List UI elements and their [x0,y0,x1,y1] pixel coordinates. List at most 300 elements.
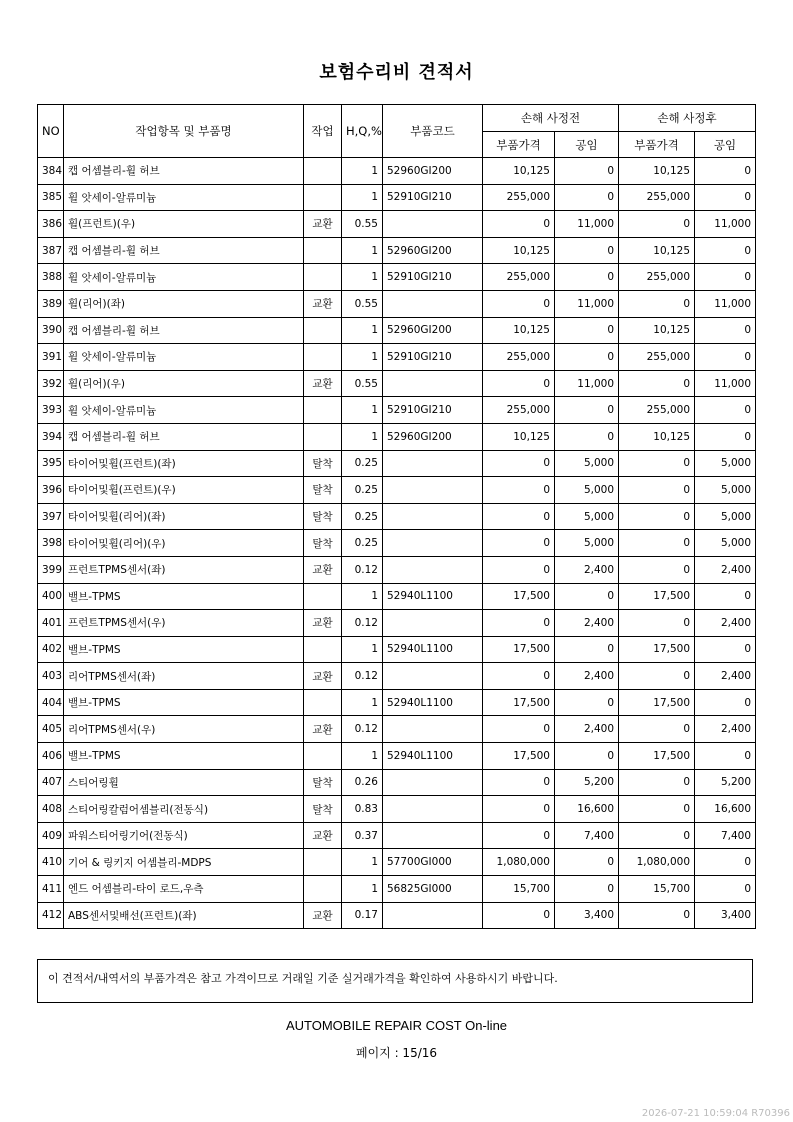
cell-labor-after: 5,200 [695,769,756,796]
cell-labor-before: 7,400 [555,822,619,849]
cell-item-name: 리어TPMS센서(좌) [64,663,304,690]
cell-labor-before: 2,400 [555,610,619,637]
cell-part-price-after: 0 [619,450,695,477]
cell-part-code [383,450,483,477]
cell-hq: 0.12 [342,556,383,583]
cell-hq: 0.17 [342,902,383,929]
cell-no: 411 [38,876,64,903]
cell-work [304,184,342,211]
cell-work: 탈착 [304,477,342,504]
cell-labor-after: 2,400 [695,556,756,583]
cell-labor-before: 0 [555,876,619,903]
cell-labor-after: 0 [695,689,756,716]
cell-labor-before: 11,000 [555,370,619,397]
cell-no: 406 [38,743,64,770]
cell-part-price-before: 255,000 [483,397,555,424]
cell-part-price-before: 0 [483,370,555,397]
cell-work: 교환 [304,902,342,929]
cell-labor-before: 5,000 [555,503,619,530]
cell-hq: 1 [342,158,383,185]
cell-hq: 0.25 [342,450,383,477]
cell-item-name: 캡 어셈블리-휠 허브 [64,158,304,185]
cell-labor-before: 0 [555,264,619,291]
cell-part-price-before: 255,000 [483,184,555,211]
cell-item-name: 엔드 어셈블리-타이 로드,우측 [64,876,304,903]
cell-hq: 1 [342,583,383,610]
cell-item-name: 캡 어셈블리-휠 허브 [64,237,304,264]
cell-part-price-before: 10,125 [483,237,555,264]
cell-part-price-before: 1,080,000 [483,849,555,876]
cell-part-price-after: 0 [619,477,695,504]
cell-item-name: 밸브-TPMS [64,689,304,716]
cell-labor-after: 0 [695,237,756,264]
cell-part-code [383,211,483,238]
cell-no: 405 [38,716,64,743]
cell-part-code [383,503,483,530]
cell-labor-before: 5,000 [555,450,619,477]
cell-part-price-after: 0 [619,716,695,743]
header-part-price-after: 부품가격 [619,132,695,158]
cell-work: 교환 [304,370,342,397]
cell-hq: 1 [342,689,383,716]
cell-work: 탈착 [304,769,342,796]
cell-part-price-after: 0 [619,556,695,583]
cell-part-price-after: 255,000 [619,184,695,211]
cell-labor-before: 0 [555,317,619,344]
cell-no: 408 [38,796,64,823]
table-row [38,556,756,583]
cell-labor-after: 0 [695,184,756,211]
cell-no: 388 [38,264,64,291]
cell-no: 410 [38,849,64,876]
cell-labor-after: 2,400 [695,716,756,743]
cell-hq: 0.12 [342,716,383,743]
cell-part-price-before: 0 [483,503,555,530]
header-part-price-before: 부품가격 [483,132,555,158]
cell-item-name: 휠 앗세이-알류미늄 [64,264,304,291]
cell-work [304,397,342,424]
cell-part-price-after: 0 [619,663,695,690]
cell-labor-after: 0 [695,397,756,424]
cell-labor-after: 0 [695,636,756,663]
document-title: 보험수리비 견적서 [319,62,474,83]
cell-item-name: 휠(리어)(좌) [64,290,304,317]
cell-part-code: 52960GI200 [383,423,483,450]
cell-part-code: 52910GI210 [383,397,483,424]
cell-part-price-after: 0 [619,290,695,317]
cell-work [304,317,342,344]
cell-part-price-after: 1,080,000 [619,849,695,876]
header-no: NO [38,105,64,158]
cell-part-code [383,663,483,690]
cell-labor-after: 0 [695,158,756,185]
cell-hq: 1 [342,344,383,371]
cell-labor-before: 0 [555,583,619,610]
cell-hq: 0.25 [342,530,383,557]
cell-work [304,743,342,770]
cell-labor-after: 5,000 [695,477,756,504]
cell-no: 386 [38,211,64,238]
cell-labor-after: 0 [695,583,756,610]
cell-item-name: 타이어및휠(리어)(좌) [64,503,304,530]
header-labor-before: 공임 [555,132,619,158]
cell-part-code: 56825GI000 [383,876,483,903]
cell-work: 탈착 [304,450,342,477]
cell-part-price-after: 10,125 [619,317,695,344]
cell-part-price-before: 255,000 [483,344,555,371]
cell-part-price-before: 17,500 [483,636,555,663]
cell-item-name: 스티어링휠 [64,769,304,796]
cell-labor-before: 0 [555,344,619,371]
cell-hq: 0.55 [342,370,383,397]
cell-part-price-after: 0 [619,902,695,929]
cell-item-name: 밸브-TPMS [64,636,304,663]
table-row [38,663,756,690]
cell-part-code [383,796,483,823]
cell-part-price-before: 17,500 [483,743,555,770]
cell-hq: 1 [342,237,383,264]
header-before: 손해 사정전 [483,105,619,132]
cell-hq: 0.25 [342,477,383,504]
cell-part-price-before: 0 [483,822,555,849]
cell-labor-after: 11,000 [695,211,756,238]
table-row [38,503,756,530]
cell-labor-before: 0 [555,636,619,663]
cell-part-code [383,822,483,849]
cell-work [304,423,342,450]
cell-labor-after: 5,000 [695,530,756,557]
header-code: 부품코드 [383,105,483,158]
cell-work [304,849,342,876]
cell-part-price-before: 0 [483,769,555,796]
cell-part-code: 52940L1100 [383,583,483,610]
cell-work: 교환 [304,610,342,637]
cell-no: 407 [38,769,64,796]
cell-labor-before: 11,000 [555,211,619,238]
cell-item-name: 휠 앗세이-알류미늄 [64,344,304,371]
table-row [38,583,756,610]
cell-part-code: 52940L1100 [383,689,483,716]
cell-part-price-before: 15,700 [483,876,555,903]
cell-part-code [383,477,483,504]
cell-no: 399 [38,556,64,583]
cell-item-name: 휠(리어)(우) [64,370,304,397]
table-row [38,477,756,504]
cell-hq: 1 [342,876,383,903]
header-hq: H,Q,% [342,105,383,158]
cell-part-price-after: 0 [619,822,695,849]
cell-item-name: 휠 앗세이-알류미늄 [64,397,304,424]
cell-part-price-before: 10,125 [483,317,555,344]
cell-item-name: 휠(프런트)(우) [64,211,304,238]
cell-labor-after: 2,400 [695,663,756,690]
footer-brand: AUTOMOBILE REPAIR COST On-line [285,1018,508,1033]
cell-part-price-after: 10,125 [619,237,695,264]
cell-part-code: 57700GI000 [383,849,483,876]
cell-part-code: 52940L1100 [383,743,483,770]
cell-hq: 0.12 [342,610,383,637]
cell-item-name: 기어 & 링키지 어셈블리-MDPS [64,849,304,876]
cell-labor-before: 2,400 [555,556,619,583]
cell-no: 412 [38,902,64,929]
cell-no: 393 [38,397,64,424]
cell-part-price-after: 17,500 [619,689,695,716]
cell-part-price-after: 255,000 [619,397,695,424]
cell-labor-after: 0 [695,317,756,344]
table-row [38,769,756,796]
cell-item-name: 밸브-TPMS [64,583,304,610]
cell-part-price-after: 255,000 [619,264,695,291]
cell-part-price-after: 0 [619,769,695,796]
cell-part-price-before: 0 [483,450,555,477]
cell-part-price-after: 0 [619,610,695,637]
cell-part-code: 52960GI200 [383,317,483,344]
estimate-table [37,104,756,929]
cell-hq: 1 [342,184,383,211]
cell-part-price-after: 0 [619,530,695,557]
cell-labor-after: 2,400 [695,610,756,637]
cell-part-code: 52960GI200 [383,158,483,185]
cell-part-price-before: 17,500 [483,689,555,716]
cell-item-name: 휠 앗세이-알류미늄 [64,184,304,211]
cell-work [304,237,342,264]
cell-labor-before: 0 [555,237,619,264]
table-row [38,796,756,823]
cell-no: 385 [38,184,64,211]
cell-labor-after: 0 [695,876,756,903]
cell-labor-after: 0 [695,743,756,770]
cell-labor-before: 0 [555,689,619,716]
cell-part-code: 52910GI210 [383,344,483,371]
cell-part-price-before: 17,500 [483,583,555,610]
cell-labor-after: 11,000 [695,370,756,397]
cell-labor-after: 7,400 [695,822,756,849]
table-row [38,344,756,371]
cell-part-price-before: 0 [483,610,555,637]
cell-work: 교환 [304,290,342,317]
cell-labor-after: 5,000 [695,503,756,530]
cell-labor-after: 5,000 [695,450,756,477]
cell-no: 402 [38,636,64,663]
cell-part-price-before: 255,000 [483,264,555,291]
table-row [38,636,756,663]
cell-labor-before: 0 [555,849,619,876]
cell-labor-after: 11,000 [695,290,756,317]
cell-no: 404 [38,689,64,716]
table-row [38,822,756,849]
cell-part-price-after: 15,700 [619,876,695,903]
cell-labor-before: 2,400 [555,716,619,743]
table-row [38,423,756,450]
cell-item-name: 스티어링칼럼어셈블리(전동식) [64,796,304,823]
cell-part-price-before: 0 [483,663,555,690]
cell-hq: 0.55 [342,211,383,238]
cell-hq: 0.55 [342,290,383,317]
cell-work [304,689,342,716]
cell-work [304,158,342,185]
cell-labor-before: 0 [555,423,619,450]
cell-labor-after: 0 [695,344,756,371]
cell-part-price-before: 0 [483,530,555,557]
estimate-rows [38,158,756,929]
cell-labor-before: 11,000 [555,290,619,317]
header-labor-after: 공임 [695,132,756,158]
cell-hq: 1 [342,423,383,450]
cell-part-price-after: 17,500 [619,583,695,610]
table-row [38,849,756,876]
cell-part-price-after: 255,000 [619,344,695,371]
header-work: 작업 [304,105,342,158]
cell-part-price-before: 0 [483,556,555,583]
cell-work [304,344,342,371]
cell-part-code: 52940L1100 [383,636,483,663]
cell-part-price-after: 10,125 [619,423,695,450]
table-row [38,610,756,637]
cell-labor-after: 16,600 [695,796,756,823]
cell-part-price-after: 0 [619,370,695,397]
cell-item-name: 캡 어셈블리-휠 허브 [64,317,304,344]
cell-labor-before: 0 [555,158,619,185]
cell-work [304,264,342,291]
cell-item-name: ABS센서및배선(프런트)(좌) [64,902,304,929]
table-row [38,876,756,903]
cell-part-price-after: 17,500 [619,743,695,770]
cell-work: 교환 [304,716,342,743]
table-row [38,184,756,211]
cell-part-price-before: 0 [483,290,555,317]
cell-hq: 1 [342,636,383,663]
cell-hq: 0.25 [342,503,383,530]
print-stamp: 2026-07-21 10:59:04 R70396 [641,1108,790,1119]
cell-labor-before: 5,000 [555,530,619,557]
cell-work: 탈착 [304,530,342,557]
cell-part-code: 52960GI200 [383,237,483,264]
cell-item-name: 타이어및휠(프런트)(좌) [64,450,304,477]
cell-part-code: 52910GI210 [383,184,483,211]
cell-no: 384 [38,158,64,185]
cell-work: 교환 [304,663,342,690]
cell-part-price-before: 10,125 [483,158,555,185]
table-row [38,317,756,344]
cell-labor-before: 16,600 [555,796,619,823]
cell-no: 395 [38,450,64,477]
cell-item-name: 리어TPMS센서(우) [64,716,304,743]
cell-labor-before: 0 [555,743,619,770]
table-row [38,743,756,770]
table-row [38,237,756,264]
cell-labor-before: 5,000 [555,477,619,504]
cell-item-name: 프런트TPMS센서(좌) [64,556,304,583]
table-row [38,716,756,743]
cell-part-price-before: 0 [483,716,555,743]
table-row [38,902,756,929]
notice-text: 이 견적서/내역서의 부품가격은 참고 가격이므로 거래일 기준 실거래가격을 확인하여 사용하시기 바랍니다. [48,972,558,985]
cell-work [304,636,342,663]
table-row [38,158,756,185]
cell-part-code [383,290,483,317]
cell-no: 396 [38,477,64,504]
cell-labor-before: 3,400 [555,902,619,929]
cell-part-price-after: 0 [619,211,695,238]
cell-hq: 1 [342,849,383,876]
cell-no: 394 [38,423,64,450]
cell-hq: 0.37 [342,822,383,849]
cell-work: 교환 [304,211,342,238]
cell-no: 400 [38,583,64,610]
cell-no: 392 [38,370,64,397]
cell-hq: 1 [342,264,383,291]
cell-part-price-after: 0 [619,503,695,530]
cell-no: 391 [38,344,64,371]
cell-labor-before: 0 [555,184,619,211]
cell-hq: 1 [342,743,383,770]
cell-part-price-before: 0 [483,477,555,504]
page-number: 페이지 : 15/16 [355,1046,438,1060]
cell-labor-after: 0 [695,849,756,876]
table-row [38,689,756,716]
cell-hq: 1 [342,317,383,344]
cell-part-code [383,530,483,557]
cell-labor-before: 0 [555,397,619,424]
cell-item-name: 캡 어셈블리-휠 허브 [64,423,304,450]
cell-hq: 1 [342,397,383,424]
cell-work: 탈착 [304,796,342,823]
cell-part-code [383,769,483,796]
cell-no: 389 [38,290,64,317]
cell-labor-before: 2,400 [555,663,619,690]
cell-part-code [383,556,483,583]
table-row [38,370,756,397]
cell-part-code: 52910GI210 [383,264,483,291]
cell-work [304,876,342,903]
cell-item-name: 타이어및휠(프런트)(우) [64,477,304,504]
header-after: 손해 사정후 [619,105,756,132]
table-row [38,264,756,291]
notice-box [37,959,753,1003]
table-row [38,397,756,424]
cell-no: 401 [38,610,64,637]
table-row [38,290,756,317]
cell-part-price-after: 10,125 [619,158,695,185]
cell-hq: 0.26 [342,769,383,796]
cell-item-name: 프런트TPMS센서(우) [64,610,304,637]
cell-no: 387 [38,237,64,264]
cell-no: 397 [38,503,64,530]
cell-item-name: 밸브-TPMS [64,743,304,770]
cell-work: 교환 [304,556,342,583]
cell-no: 403 [38,663,64,690]
cell-part-price-after: 0 [619,796,695,823]
cell-part-code [383,610,483,637]
cell-part-price-before: 0 [483,902,555,929]
cell-hq: 0.12 [342,663,383,690]
cell-work: 교환 [304,822,342,849]
header-item: 작업항목 및 부품명 [64,105,304,158]
cell-labor-after: 0 [695,423,756,450]
cell-work: 탈착 [304,503,342,530]
cell-part-code [383,902,483,929]
cell-no: 398 [38,530,64,557]
cell-part-price-before: 0 [483,211,555,238]
table-row [38,211,756,238]
cell-part-price-before: 0 [483,796,555,823]
cell-part-code [383,716,483,743]
cell-work [304,583,342,610]
cell-item-name: 파워스티어링기어(전동식) [64,822,304,849]
cell-no: 390 [38,317,64,344]
cell-labor-after: 3,400 [695,902,756,929]
cell-part-price-after: 17,500 [619,636,695,663]
